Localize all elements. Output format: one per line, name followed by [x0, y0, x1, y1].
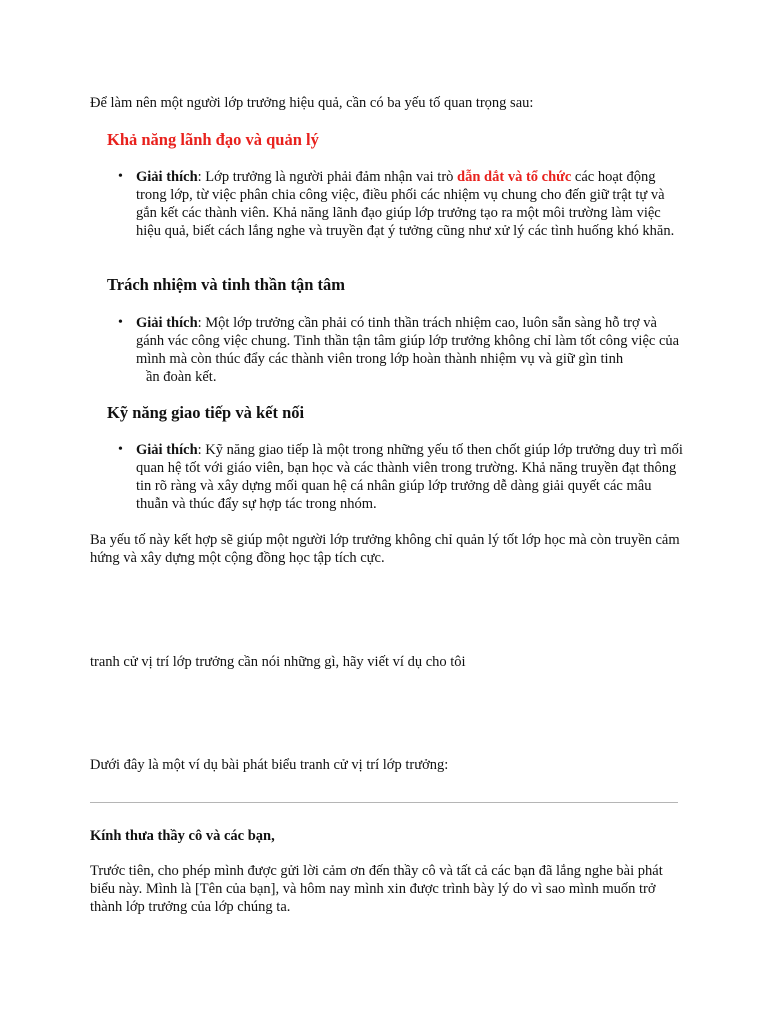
speech-greeting: Kính thưa thầy cô và các bạn,: [90, 828, 275, 844]
bullet-dot: •: [118, 169, 123, 184]
body-text: các hoạt động trong lớp, từ việc phân chia công việc, điều phối các nhiệm vụ chung cho đến giữ trật tự và gắn kết các thành viên. Khả năng lãnh đạo giúp lớp trưởng tạo ra một môi trường làm việc hiệu quả, biết cách lắng nghe và truyền đạt ý tưởng cũng như xử lý các tình huống khó khăn.: [136, 169, 675, 239]
section-body-leadership: [136, 168, 681, 240]
lead-label: Giải thích: [136, 169, 198, 185]
body-text: : Kỹ năng giao tiếp là một trong những yếu tố then chốt giúp lớp trưởng duy trì mối quan hệ tốt với giáo viên, bạn học và các thành viên trong trường. Khả năng truyền đạt thông tin rõ ràng và xây dựng mối quan hệ cá nhân giúp lớp trưởng dễ dàng giải quyết các mâu thuẫn và thúc đẩy sự hợp tác trong nhóm.: [136, 442, 683, 512]
user-question: tranh cử vị trí lớp trưởng cần nói những gì, hãy viết ví dụ cho tôi: [90, 654, 466, 670]
bullet-dot: •: [118, 315, 123, 330]
horizontal-divider: [90, 802, 678, 803]
section-body-responsibility: [136, 314, 684, 386]
body-text: : Một lớp trưởng cần phải có tinh thần trách nhiệm cao, luôn sẵn sàng hỗ trợ và gánh vác công việc chung. Tinh thần tận tâm giúp lớp trưởng không chỉ làm tốt công việc của mình mà còn thúc đẩy các thành viên trong lớp hoàn thành nhiệm vụ và giữ gìn tinh: [136, 315, 680, 367]
body-text-last-line: ần đoàn kết.: [146, 369, 217, 385]
section-body-communication: [136, 441, 686, 513]
bullet-dot: •: [118, 442, 123, 457]
speech-opening: Trước tiên, cho phép mình được gửi lời cảm ơn đến thầy cô và tất cả các bạn đã lắng nghe bài phát biểu này. Mình là [Tên của bạn], và hôm nay mình xin được trình bày lý do vì sao mình muốn trở thành lớp trưởng của lớp chúng ta.: [90, 863, 663, 915]
lead-label: Giải thích: [136, 315, 198, 331]
intro-paragraph: Để làm nên một người lớp trưởng hiệu quả, cần có ba yếu tố quan trọng sau:: [90, 95, 534, 111]
lead-label: Giải thích: [136, 442, 198, 458]
section-heading-leadership: Khả năng lãnh đạo và quản lý: [107, 130, 319, 149]
summary-paragraph: Ba yếu tố này kết hợp sẽ giúp một người lớp trưởng không chỉ quản lý tốt lớp học mà còn truyền cảm hứng và xây dựng một cộng đồng học tập tích cực.: [90, 532, 680, 566]
example-intro: Dưới đây là một ví dụ bài phát biểu tranh cử vị trí lớp trưởng:: [90, 757, 449, 773]
section-heading-responsibility: Trách nhiệm và tinh thần tận tâm: [107, 275, 346, 294]
section-heading-communication: Kỹ năng giao tiếp và kết nối: [107, 403, 305, 422]
highlight-text: dẫn dắt và tổ chức: [457, 169, 572, 185]
body-text: : Lớp trưởng là người phải đảm nhận vai trò: [197, 169, 458, 185]
